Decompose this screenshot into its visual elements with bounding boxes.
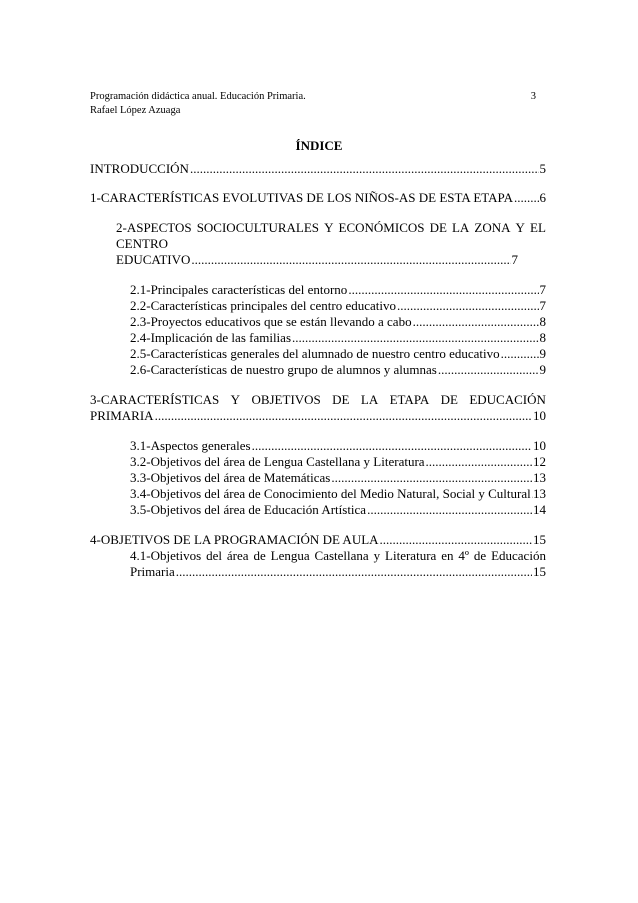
toc-word: EL	[530, 220, 546, 235]
toc-entry-page: 6	[539, 190, 546, 205]
toc-entry-text: 1-CARACTERÍSTICAS EVOLUTIVAS DE LOS NIÑOS-AS DE ESTA ETAPA	[90, 190, 513, 205]
toc-entry-text: 2.5-Características generales del alumnado de nuestro centro educativo	[130, 346, 500, 361]
toc-word: área	[226, 548, 249, 563]
toc-entry-page: 7	[539, 282, 546, 297]
toc-word: de	[473, 548, 487, 563]
toc-leader-dots	[367, 502, 532, 518]
toc-word: de	[253, 548, 266, 563]
toc-word: DE	[429, 220, 447, 235]
toc-entry-2-2[interactable]	[130, 298, 546, 314]
toc-word: OBJETIVOS	[251, 392, 321, 407]
toc-entry-page: 10	[533, 438, 546, 453]
toc-word: y	[373, 548, 381, 563]
toc-entry-text: 2.6-Características de nuestro grupo de alumnos y alumnas	[130, 362, 437, 377]
toc-word: Educación	[491, 548, 546, 563]
toc-entry-text: 3.2-Objetivos del área de Lengua Castellana y Literatura	[130, 454, 425, 469]
toc-entry-2-4[interactable]	[130, 330, 546, 346]
toc-word: Y	[515, 220, 525, 235]
toc-entry-page: 8	[539, 314, 546, 329]
page-header	[90, 90, 546, 118]
toc-entry-page: 12	[533, 454, 546, 469]
toc-leader-dots	[176, 564, 532, 580]
toc-word: 4.1-Objetivos	[130, 548, 202, 563]
toc-entry-section-2-line1[interactable]	[116, 220, 546, 236]
toc-leader-dots	[191, 252, 510, 268]
toc-entry-4-1-line2[interactable]	[130, 564, 546, 580]
toc-entry-text: 3.4-Objetivos del área de Conocimiento del Medio Natural, Social y Cultural	[130, 486, 531, 501]
toc-word: DE	[440, 392, 458, 407]
toc-entry-text: PRIMARIA	[90, 408, 154, 423]
toc-entry-section-3-line1[interactable]	[90, 392, 546, 408]
toc-word: del	[206, 548, 222, 563]
toc-leader-dots	[514, 190, 539, 206]
toc-entry-3-4[interactable]	[130, 486, 546, 502]
toc-entry-3-2[interactable]	[130, 454, 546, 470]
toc-entry-3-1[interactable]	[130, 438, 546, 454]
toc-entry-page: 9	[539, 346, 546, 361]
toc-leader-dots	[501, 346, 539, 362]
toc-leader-dots	[190, 161, 539, 177]
toc-word: ETAPA	[389, 392, 430, 407]
toc-entry-page: 15	[533, 532, 546, 547]
toc-leader-dots	[438, 362, 539, 378]
toc-word: Y	[324, 220, 334, 235]
toc-entry-intro[interactable]	[90, 161, 546, 177]
toc-entry-page: 13	[533, 486, 546, 501]
header-page-number: 3	[530, 91, 536, 102]
toc-entry-page: 10	[533, 408, 546, 423]
toc-entry-section-4[interactable]	[90, 532, 546, 548]
toc-entry-2-3[interactable]	[130, 314, 546, 330]
toc-entry-section-3-line2[interactable]	[90, 408, 546, 424]
toc-leader-dots	[426, 454, 532, 470]
toc-entry-page: 15	[533, 564, 546, 579]
index-title: ÍNDICE	[295, 138, 343, 153]
toc-entry-text: 2.4-Implicación de las familias	[130, 330, 292, 345]
toc-entry-text: Primaria	[130, 564, 175, 579]
toc-leader-dots	[292, 330, 538, 346]
toc-word: LA	[360, 392, 379, 407]
toc-word: ZONA	[474, 220, 511, 235]
toc-leader-dots	[397, 298, 538, 314]
toc-word: EDUCACIÓN	[469, 392, 546, 407]
toc-entry-section-1[interactable]	[90, 190, 546, 206]
toc-entry-section-2-line3[interactable]	[116, 252, 518, 268]
toc-entry-page: 14	[533, 502, 546, 517]
toc-word: LA	[451, 220, 470, 235]
toc-entry-2-6[interactable]	[130, 362, 546, 378]
toc-entry-text: INTRODUCCIÓN	[90, 161, 189, 176]
toc-word: 2-ASPECTOS	[116, 220, 192, 235]
toc-word: Literatura	[385, 548, 437, 563]
toc-word: Y	[230, 392, 241, 407]
toc-entry-3-3[interactable]	[130, 470, 546, 486]
toc-entry-text: 3.3-Objetivos del área de Matemáticas	[130, 470, 331, 485]
toc-entry-page: 9	[539, 362, 546, 377]
toc-leader-dots	[380, 532, 532, 548]
toc-leader-dots	[348, 282, 538, 298]
toc-entry-text: EDUCATIVO	[116, 252, 191, 267]
toc-entry-3-5[interactable]	[130, 502, 546, 518]
toc-entry-2-1[interactable]	[130, 282, 546, 298]
header-author: Rafael López Azuaga	[90, 105, 181, 116]
toc-entry-4-1-line1[interactable]	[130, 548, 546, 564]
toc-word: DE	[332, 392, 350, 407]
toc-entry-page: 7	[539, 298, 546, 313]
toc-word: Lengua	[270, 548, 310, 563]
toc-entry-page: 7	[511, 252, 518, 267]
toc-leader-dots	[331, 470, 532, 486]
toc-entry-page: 13	[533, 470, 546, 485]
toc-leader-dots	[413, 314, 539, 330]
toc-entry-text: 4-OBJETIVOS DE LA PROGRAMACIÓN DE AULA	[90, 532, 379, 547]
toc-word: 4º	[458, 548, 469, 563]
toc-leader-dots	[155, 408, 532, 424]
toc-word: ECONÓMICOS	[338, 220, 425, 235]
toc-word: en	[441, 548, 454, 563]
toc-entry-page: 8	[539, 330, 546, 345]
toc-word: 3-CARACTERÍSTICAS	[90, 392, 220, 407]
toc-entry-text: 3.5-Objetivos del área de Educación Artística	[130, 502, 367, 517]
toc-entry-section-2-line2: CENTRO	[116, 236, 168, 251]
toc-entry-text: 2.1-Principales características del entorno	[130, 282, 348, 297]
toc-entry-text: 2.3-Proyectos educativos que se están llevando a cabo	[130, 314, 412, 329]
toc-entry-2-5[interactable]	[130, 346, 546, 362]
toc-word: SOCIOCULTURALES	[196, 220, 320, 235]
toc-entry-text: 2.2-Características principales del centro educativo	[130, 298, 397, 313]
header-title: Programación didáctica anual. Educación Primaria.	[90, 91, 306, 102]
toc-word: Castellana	[314, 548, 369, 563]
toc-leader-dots	[252, 438, 532, 454]
toc-entry-page: 5	[539, 161, 546, 176]
toc-entry-text: 3.1-Aspectos generales	[130, 438, 251, 453]
